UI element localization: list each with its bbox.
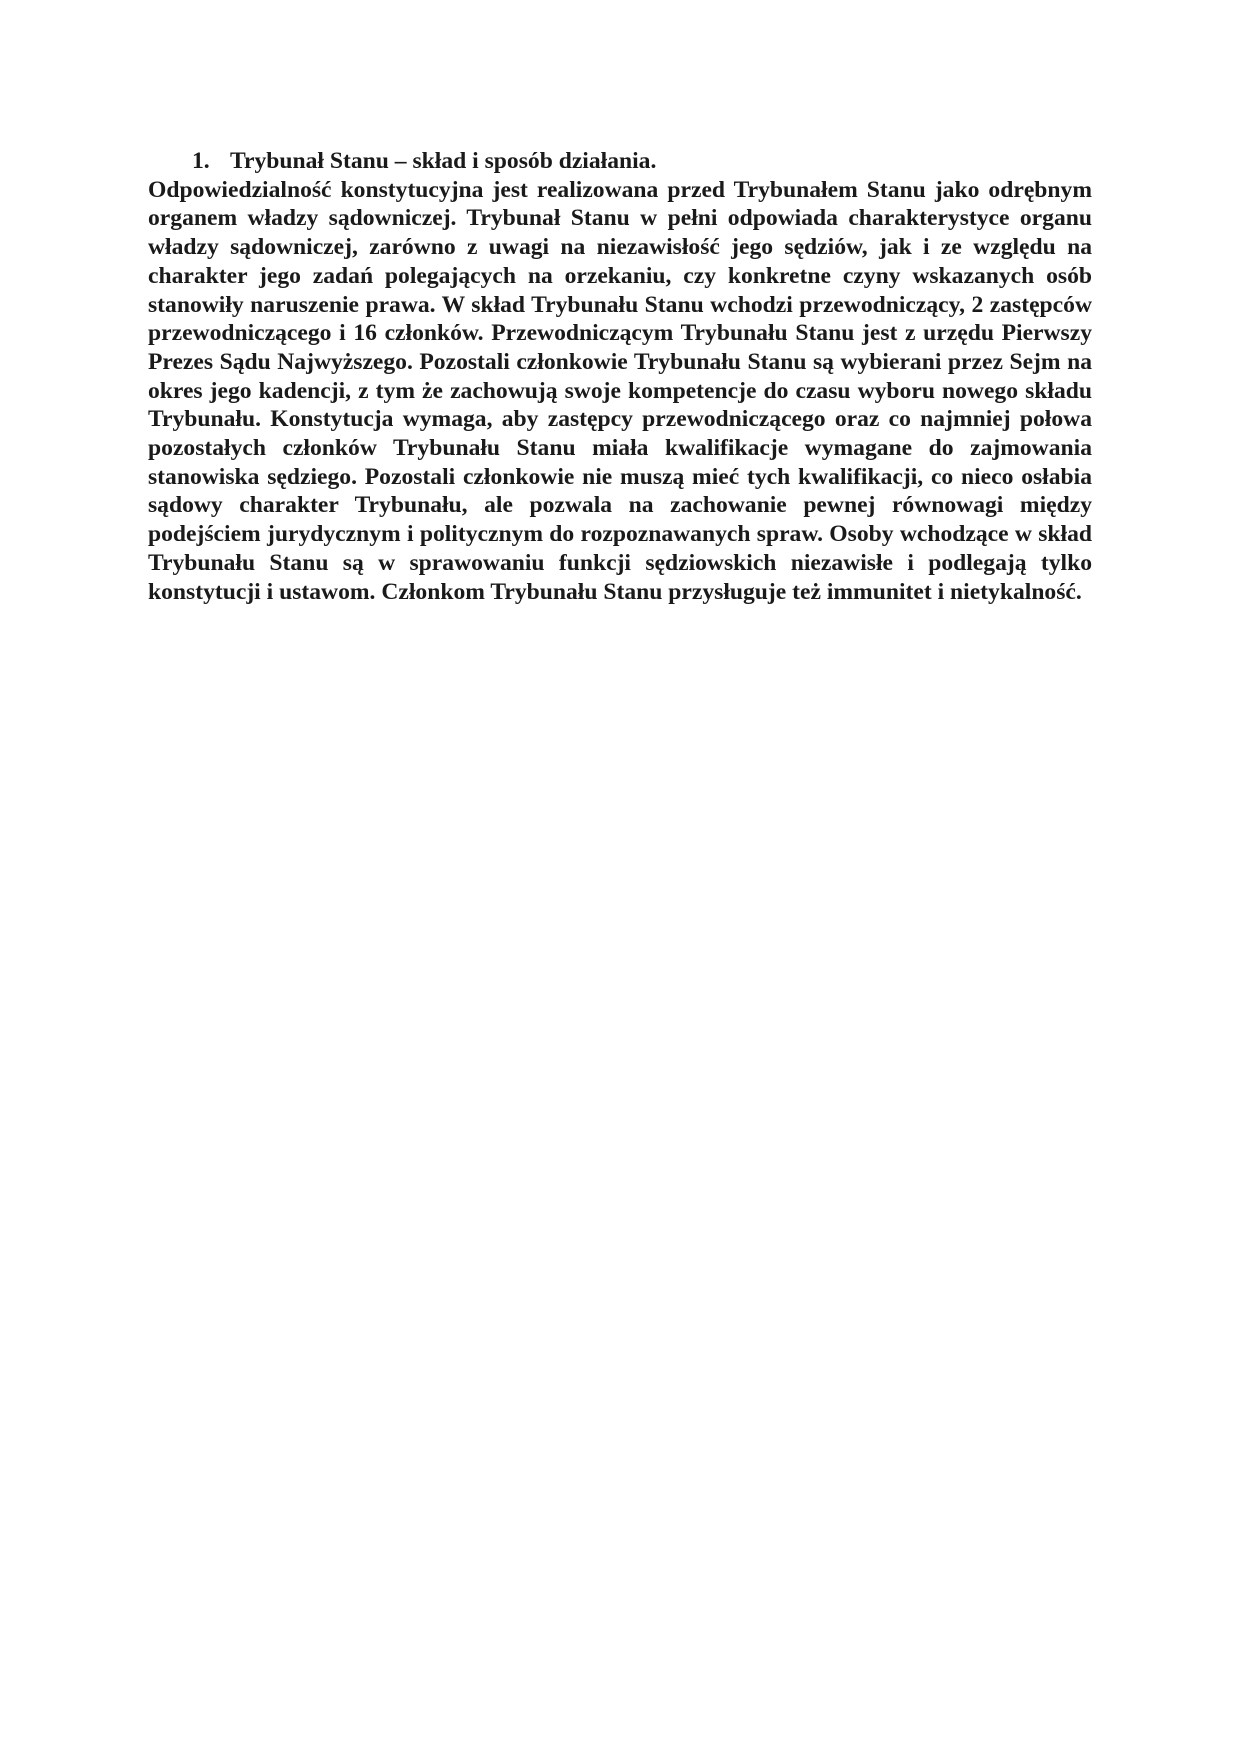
section-heading [148, 147, 1092, 176]
body-paragraph: Odpowiedzialność konstytucyjna jest realizowana przed Trybunałem Stanu jako odrębnym organem władzy sądowniczej. Trybunał Stanu w pełni odpowiada charakterystyce organu władzy sądowniczej, zarówno z uwagi na niezawisłość jego sędziów, jak i ze względu na charakter jego zadań polegających na orzekaniu, czy konkretne czyny wskazanych osób stanowiły naruszenie prawa. W skład Trybunału Stanu wchodzi przewodniczący, 2 zastępców przewodniczącego i 16 członków. Przewodniczącym Trybunału Stanu jest z urzędu Pierwszy Prezes Sądu Najwyższego. Pozostali członkowie Trybunału Stanu są wybierani przez Sejm na okres jego kadencji, z tym że zachowują swoje kompetencje do czasu wyboru nowego składu Trybunału. Konstytucja wymaga, aby zastępcy przewodniczącego oraz co najmniej połowa pozostałych członków Trybunału Stanu miała kwalifikacje wymagane do zajmowania stanowiska sędziego. Pozostali członkowie nie muszą mieć tych kwalifikacji, co nieco osłabia sądowy charakter Trybunału, ale pozwala na zachowanie pewnej równowagi między podejściem jurydycznym i politycznym do rozpoznawanych spraw. Osoby wchodzące w skład Trybunału Stanu są w sprawowaniu funkcji sędziowskich niezawisłe i podlegają tylko konstytucji i ustawom. Członkom Trybunału Stanu przysługuje też immunitet i nietykalność. [148, 176, 1092, 605]
document-content [148, 147, 1092, 606]
heading-number: 1. [192, 148, 210, 174]
heading-text: Trybunał Stanu – skład i sposób działania. [230, 148, 657, 174]
